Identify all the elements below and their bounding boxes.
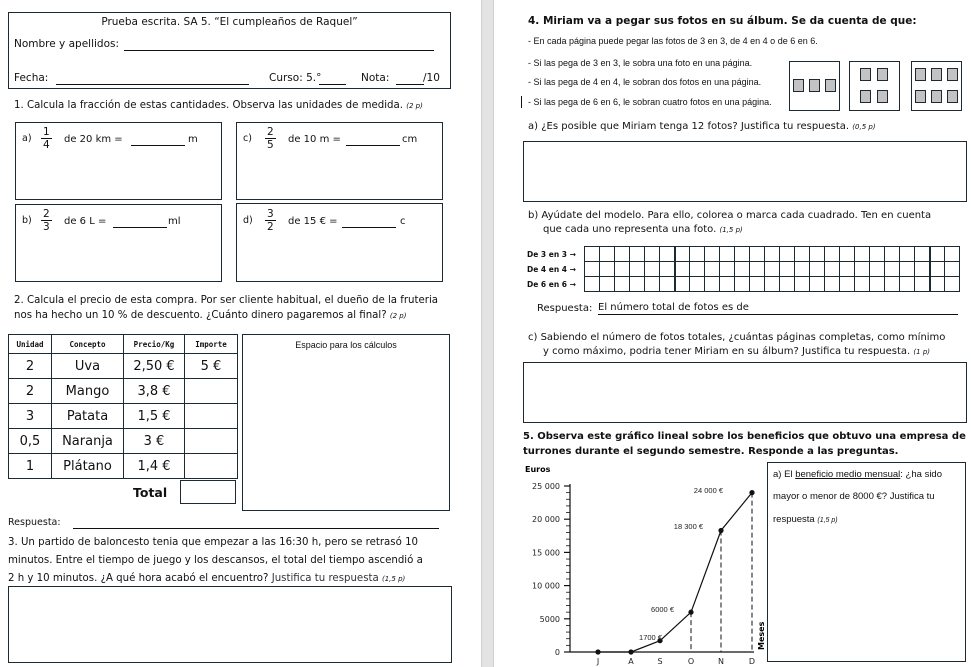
grid-cell[interactable] bbox=[675, 262, 690, 277]
cell-precio: 1,5 € bbox=[124, 404, 185, 429]
photo-icon bbox=[860, 68, 871, 81]
page-gutter bbox=[481, 0, 494, 667]
grid-cell[interactable] bbox=[870, 262, 885, 277]
data-line bbox=[598, 493, 752, 652]
photo-icon bbox=[809, 79, 820, 92]
q5-line1: 5. Observa este gráfico lineal sobre los beneficios que obtuvo una empresa de bbox=[523, 431, 966, 442]
grid-cell[interactable] bbox=[780, 247, 795, 262]
y-tick-label: 5000 bbox=[539, 614, 560, 624]
cell-importe[interactable] bbox=[185, 379, 238, 404]
data-point bbox=[595, 649, 600, 654]
q4b-answer-field[interactable]: El número total de fotos es de bbox=[598, 301, 958, 315]
q1b-answer-field[interactable] bbox=[113, 227, 167, 228]
course-field[interactable] bbox=[319, 84, 346, 85]
grid-cell[interactable] bbox=[825, 247, 840, 262]
grid-cell[interactable] bbox=[795, 277, 810, 292]
grid-cell[interactable] bbox=[735, 247, 750, 262]
total-label: Total bbox=[133, 485, 168, 500]
data-label: 24 000 € bbox=[693, 486, 723, 495]
q1-title bbox=[14, 99, 423, 113]
photo-icon bbox=[931, 68, 942, 81]
date-field[interactable] bbox=[56, 84, 249, 85]
q1a-fraction bbox=[41, 126, 52, 151]
grid-cell[interactable] bbox=[900, 277, 915, 292]
grid-cell[interactable] bbox=[915, 247, 930, 262]
numerator: 3 bbox=[267, 208, 274, 220]
q1b-fraction bbox=[41, 208, 52, 233]
q5a-line3 bbox=[773, 513, 838, 527]
grid-cell[interactable] bbox=[735, 262, 750, 277]
photo-icon bbox=[793, 79, 804, 92]
cell-precio: 3,8 € bbox=[124, 379, 185, 404]
grid-cell[interactable] bbox=[840, 247, 855, 262]
q1c-text: de 10 m = bbox=[288, 134, 341, 145]
data-label: 6000 € bbox=[651, 605, 674, 614]
grid-cell[interactable] bbox=[705, 262, 720, 277]
data-point bbox=[628, 649, 633, 654]
numerator: 2 bbox=[267, 126, 274, 138]
grid-cell[interactable] bbox=[720, 262, 735, 277]
q2-answer-field[interactable] bbox=[73, 528, 439, 529]
q1c-unit: cm bbox=[402, 134, 418, 145]
row-label-6: De 6 en 6 → bbox=[527, 280, 576, 289]
q2-line2 bbox=[14, 309, 406, 323]
cell-concepto: Patata bbox=[52, 404, 124, 429]
grid-cell[interactable] bbox=[825, 277, 840, 292]
photo-icon bbox=[915, 90, 926, 103]
grid-cell[interactable] bbox=[720, 247, 735, 262]
grid-cell[interactable] bbox=[840, 277, 855, 292]
q1a-letter: a) bbox=[22, 133, 32, 144]
q4-bullet-4: - Si las pega de 6 en 6, le sobran cuatro fotos en una página. bbox=[528, 97, 772, 107]
q4b-line2-text: que cada uno representa una foto. bbox=[543, 224, 717, 235]
grid-cell[interactable] bbox=[945, 247, 960, 262]
cell-concepto: Uva bbox=[52, 354, 124, 379]
q1b-text: de 6 L = bbox=[64, 216, 107, 227]
q4b-points: (1,5 p) bbox=[719, 226, 743, 234]
grid-cell[interactable] bbox=[705, 247, 720, 262]
grid-cell[interactable] bbox=[810, 247, 825, 262]
cell-importe[interactable] bbox=[185, 454, 238, 479]
grid-cell[interactable] bbox=[855, 247, 870, 262]
grid-cell[interactable] bbox=[930, 277, 945, 292]
x-tick-label: J bbox=[596, 657, 600, 666]
q1b-letter: b) bbox=[22, 215, 32, 226]
grade-label: Nota: bbox=[361, 72, 390, 84]
grid-cell[interactable] bbox=[630, 247, 645, 262]
q3-line3 bbox=[8, 572, 405, 586]
album-page-3-icon bbox=[789, 61, 840, 111]
q1d-fraction bbox=[265, 208, 276, 233]
q1c-letter: c) bbox=[243, 133, 252, 144]
q4c-line1: c) Sabiendo el número de fotos totales, ¿cuántas páginas completas, como mínimo bbox=[528, 332, 946, 343]
grid-cell[interactable] bbox=[585, 247, 600, 262]
grid-cell[interactable] bbox=[600, 262, 615, 277]
q1a-text: de 20 km = bbox=[64, 134, 123, 145]
cell-unidad: 3 bbox=[9, 404, 52, 429]
photo-icon bbox=[860, 90, 871, 103]
q4-bullet-3: - Si las pega de 4 en 4, le sobran dos fotos en una página. bbox=[528, 77, 762, 87]
grid-cell[interactable] bbox=[930, 247, 945, 262]
cell-importe[interactable]: 5 € bbox=[185, 354, 238, 379]
q2-line1: 2. Calcula el precio de esta compra. Por ser cliente habitual, el dueño de la fruteria bbox=[14, 295, 439, 306]
q4a-text bbox=[528, 120, 876, 134]
col-unidad: Unidad bbox=[9, 335, 52, 354]
cell-unidad: 1 bbox=[9, 454, 52, 479]
grid-cell[interactable] bbox=[630, 277, 645, 292]
grid-cell[interactable] bbox=[750, 277, 765, 292]
row-label-4: De 4 en 4 → bbox=[527, 265, 576, 274]
grid-cell[interactable] bbox=[780, 262, 795, 277]
q2-line2-text: nos ha hecho un 10 % de descuento. ¿Cuánto dinero pagaremos al final? bbox=[14, 310, 387, 321]
grid-cell[interactable] bbox=[750, 247, 765, 262]
y-tick-label: 15 000 bbox=[532, 548, 560, 558]
q1-title-text: 1. Calcula la fracción de estas cantidades. Observa las unidades de medida. bbox=[14, 100, 404, 111]
q4c-line2 bbox=[543, 345, 930, 359]
grid-cell[interactable] bbox=[690, 262, 705, 277]
profit-line-chart bbox=[500, 460, 770, 667]
x-tick-label: N bbox=[718, 657, 724, 666]
cell-precio: 1,4 € bbox=[124, 454, 185, 479]
exam-title: Prueba escrita. SA 5. “El cumpleaños de Raquel” bbox=[101, 16, 358, 28]
row-label-3: De 3 en 3 → bbox=[527, 250, 576, 259]
q5a-line1 bbox=[773, 468, 942, 481]
q1c-answer-field[interactable] bbox=[346, 145, 400, 146]
grid-cell[interactable] bbox=[690, 277, 705, 292]
album-page-6-icon bbox=[911, 61, 962, 111]
q4b-line1: b) Ayúdate del modelo. Para ello, colorea o marca cada cuadrado. Ten en cuenta bbox=[528, 210, 932, 221]
name-field[interactable] bbox=[124, 50, 434, 51]
grid-cell[interactable] bbox=[765, 277, 780, 292]
photo-icon bbox=[947, 68, 958, 81]
table-header-row bbox=[9, 335, 238, 354]
q4-title: 4. Miriam va a pegar sus fotos en su álbum. Se da cuenta de que: bbox=[528, 15, 917, 27]
grid-cell[interactable] bbox=[585, 262, 600, 277]
grid-row bbox=[585, 247, 960, 262]
grade-field[interactable] bbox=[396, 84, 424, 85]
grid-cell[interactable] bbox=[645, 277, 660, 292]
table-row bbox=[9, 404, 238, 429]
y-tick-label: 25 000 bbox=[532, 482, 560, 491]
grid-cell[interactable] bbox=[645, 247, 660, 262]
grid-cell[interactable] bbox=[870, 277, 885, 292]
grid-cell[interactable] bbox=[765, 262, 780, 277]
x-tick-label: D bbox=[748, 657, 756, 666]
x-tick-label: O bbox=[687, 657, 695, 666]
grid-cell[interactable] bbox=[780, 277, 795, 292]
q1a-answer-field[interactable] bbox=[131, 145, 185, 146]
q4c-points: (1 p) bbox=[913, 348, 931, 356]
grid-cell[interactable] bbox=[720, 277, 735, 292]
data-label: 1700 € bbox=[639, 633, 662, 642]
numerator: 2 bbox=[43, 208, 50, 220]
grid-cell[interactable] bbox=[660, 247, 675, 262]
grid-cell[interactable] bbox=[645, 262, 660, 277]
photo-grid bbox=[584, 246, 960, 292]
y-axis-label: Euros bbox=[525, 465, 551, 474]
album-page-4-icon bbox=[849, 61, 900, 111]
q2-answer-label: Respuesta: bbox=[8, 517, 61, 528]
grid-cell[interactable] bbox=[675, 277, 690, 292]
grid-cell[interactable] bbox=[615, 262, 630, 277]
photo-icon bbox=[931, 90, 942, 103]
cell-concepto: Mango bbox=[52, 379, 124, 404]
q3-line2: minutos. Entre el tiempo de juego y los descansos, el total del tiempo ascendió a bbox=[8, 555, 423, 566]
y-tick-label: 0 bbox=[554, 648, 560, 657]
cell-importe[interactable] bbox=[185, 404, 238, 429]
table-row bbox=[9, 429, 238, 454]
grid-cell[interactable] bbox=[585, 277, 600, 292]
grid-cell[interactable] bbox=[870, 247, 885, 262]
q1d-answer-field[interactable] bbox=[342, 227, 396, 228]
photo-icon bbox=[877, 68, 888, 81]
q5a-line3-text: respuesta bbox=[773, 514, 815, 525]
grid-cell[interactable] bbox=[855, 277, 870, 292]
denominator: 2 bbox=[267, 221, 274, 233]
grid-row bbox=[585, 262, 960, 277]
grid-cell[interactable] bbox=[615, 247, 630, 262]
grid-cell[interactable] bbox=[630, 262, 645, 277]
q1-points: (2 p) bbox=[406, 102, 423, 110]
cell-unidad: 0,5 bbox=[9, 429, 52, 454]
grid-cell[interactable] bbox=[600, 277, 615, 292]
col-concepto: Concepto bbox=[52, 335, 124, 354]
date-label: Fecha: bbox=[14, 72, 49, 84]
denominator: 4 bbox=[43, 139, 50, 151]
photo-icon bbox=[825, 79, 836, 92]
col-precio: Precio/Kg bbox=[124, 335, 185, 354]
grid-cell[interactable] bbox=[855, 262, 870, 277]
q4c-line2-text: y como máximo, podria tener Miriam en su álbum? Justifica tu respuesta. bbox=[543, 346, 911, 357]
total-box[interactable] bbox=[180, 480, 236, 504]
grid-cell[interactable] bbox=[885, 277, 900, 292]
table-row bbox=[9, 454, 238, 479]
q4-bullet-1: - En cada página puede pegar las fotos de 3 en 3, de 4 en 4 o de 6 en 6. bbox=[528, 36, 818, 46]
grid-cell[interactable] bbox=[915, 262, 930, 277]
grid-cell[interactable] bbox=[795, 247, 810, 262]
grid-cell[interactable] bbox=[675, 247, 690, 262]
cell-unidad: 2 bbox=[9, 354, 52, 379]
q5-line2: turrones durante el segundo semestre. Responde a las preguntas. bbox=[523, 446, 899, 457]
q5a-prefix: a) El bbox=[773, 469, 796, 480]
grid-cell[interactable] bbox=[900, 247, 915, 262]
q2-points: (2 p) bbox=[389, 312, 407, 320]
q1b-unit: ml bbox=[168, 216, 181, 227]
photo-icon bbox=[915, 68, 926, 81]
photo-icon bbox=[947, 90, 958, 103]
q4a-answer-box[interactable] bbox=[523, 141, 967, 202]
grid-cell[interactable] bbox=[900, 262, 915, 277]
grid-cell[interactable] bbox=[945, 262, 960, 277]
denominator: 5 bbox=[267, 139, 274, 151]
q1a-unit: m bbox=[188, 134, 198, 145]
grade-suffix: /10 bbox=[423, 72, 440, 84]
cell-precio: 3 € bbox=[124, 429, 185, 454]
grid-cell[interactable] bbox=[690, 247, 705, 262]
course-label: Curso: 5.° bbox=[269, 72, 322, 84]
grid-cell[interactable] bbox=[945, 277, 960, 292]
x-axis-label: Meses bbox=[757, 621, 766, 650]
q5a-points: (1,5 p) bbox=[817, 517, 838, 524]
y-tick-label: 20 000 bbox=[532, 515, 560, 525]
grid-cell[interactable] bbox=[660, 277, 675, 292]
q5a-line2: mayor o menor de 8000 €? Justifica tu bbox=[773, 491, 935, 502]
q1d-text: de 15 € = bbox=[288, 216, 338, 227]
cell-importe[interactable] bbox=[185, 429, 238, 454]
data-point bbox=[749, 490, 754, 495]
calc-space-label: Espacio para los cálculos bbox=[295, 340, 397, 350]
q3-justify: Justifica tu respuesta bbox=[271, 573, 379, 584]
name-label: Nombre y apellidos: bbox=[14, 38, 120, 50]
grid-cell[interactable] bbox=[915, 277, 930, 292]
grid-cell[interactable] bbox=[885, 262, 900, 277]
q4b-line2 bbox=[543, 223, 743, 237]
x-tick-label: S bbox=[657, 657, 663, 666]
table-row bbox=[9, 379, 238, 404]
grid-cell[interactable] bbox=[705, 277, 720, 292]
data-point bbox=[688, 610, 693, 615]
grid-cell[interactable] bbox=[660, 262, 675, 277]
grid-cell[interactable] bbox=[885, 247, 900, 262]
q4-bullet-2: - Si las pega de 3 en 3, le sobra una foto en una página. bbox=[528, 58, 753, 68]
text-cursor bbox=[521, 96, 522, 108]
col-importe: Importe bbox=[185, 335, 238, 354]
data-point bbox=[718, 528, 723, 533]
x-tick-label: A bbox=[628, 657, 634, 666]
q4a-question: a) ¿Es posible que Miriam tenga 12 fotos? Justifica tu respuesta. bbox=[528, 121, 850, 132]
q1d-letter: d) bbox=[243, 215, 253, 226]
cell-concepto: Naranja bbox=[52, 429, 124, 454]
q1c-fraction bbox=[265, 126, 276, 151]
numerator: 1 bbox=[43, 126, 50, 138]
q3-line1: 3. Un partido de baloncesto tenia que empezar a las 16:30 h, pero se retrasó 10 bbox=[8, 537, 419, 548]
grid-row bbox=[585, 277, 960, 292]
cell-unidad: 2 bbox=[9, 379, 52, 404]
q4a-points: (0,5 p) bbox=[852, 123, 876, 131]
grid-cell[interactable] bbox=[600, 247, 615, 262]
grid-cell[interactable] bbox=[810, 277, 825, 292]
q5a-line1-rest: : ¿ha sido bbox=[900, 469, 942, 480]
denominator: 3 bbox=[43, 221, 50, 233]
grid-cell[interactable] bbox=[615, 277, 630, 292]
purchase-table bbox=[8, 334, 238, 479]
grid-cell[interactable] bbox=[825, 262, 840, 277]
grid-cell[interactable] bbox=[765, 247, 780, 262]
q3-points: (1,5 p) bbox=[382, 575, 406, 583]
table-row bbox=[9, 354, 238, 379]
grid-cell[interactable] bbox=[735, 277, 750, 292]
grid-cell[interactable] bbox=[930, 262, 945, 277]
q3-line3-text: 2 h y 10 minutos. ¿A qué hora acabó el encuentro? bbox=[8, 573, 269, 584]
calc-space-box[interactable] bbox=[242, 334, 450, 511]
q4c-answer-box[interactable] bbox=[523, 362, 967, 423]
grid-cell[interactable] bbox=[840, 262, 855, 277]
y-tick-label: 10 000 bbox=[532, 581, 560, 591]
grid-cell[interactable] bbox=[795, 262, 810, 277]
q5a-underlined: beneficio medio mensual bbox=[795, 469, 901, 480]
data-label: 18 300 € bbox=[673, 522, 703, 531]
grid-cell[interactable] bbox=[810, 262, 825, 277]
cell-precio: 2,50 € bbox=[124, 354, 185, 379]
q4b-answer-label: Respuesta: bbox=[537, 303, 593, 314]
cell-concepto: Plátano bbox=[52, 454, 124, 479]
photo-icon bbox=[877, 90, 888, 103]
q1d-unit: c bbox=[400, 216, 406, 227]
grid-cell[interactable] bbox=[750, 262, 765, 277]
q3-answer-box[interactable] bbox=[8, 586, 452, 663]
